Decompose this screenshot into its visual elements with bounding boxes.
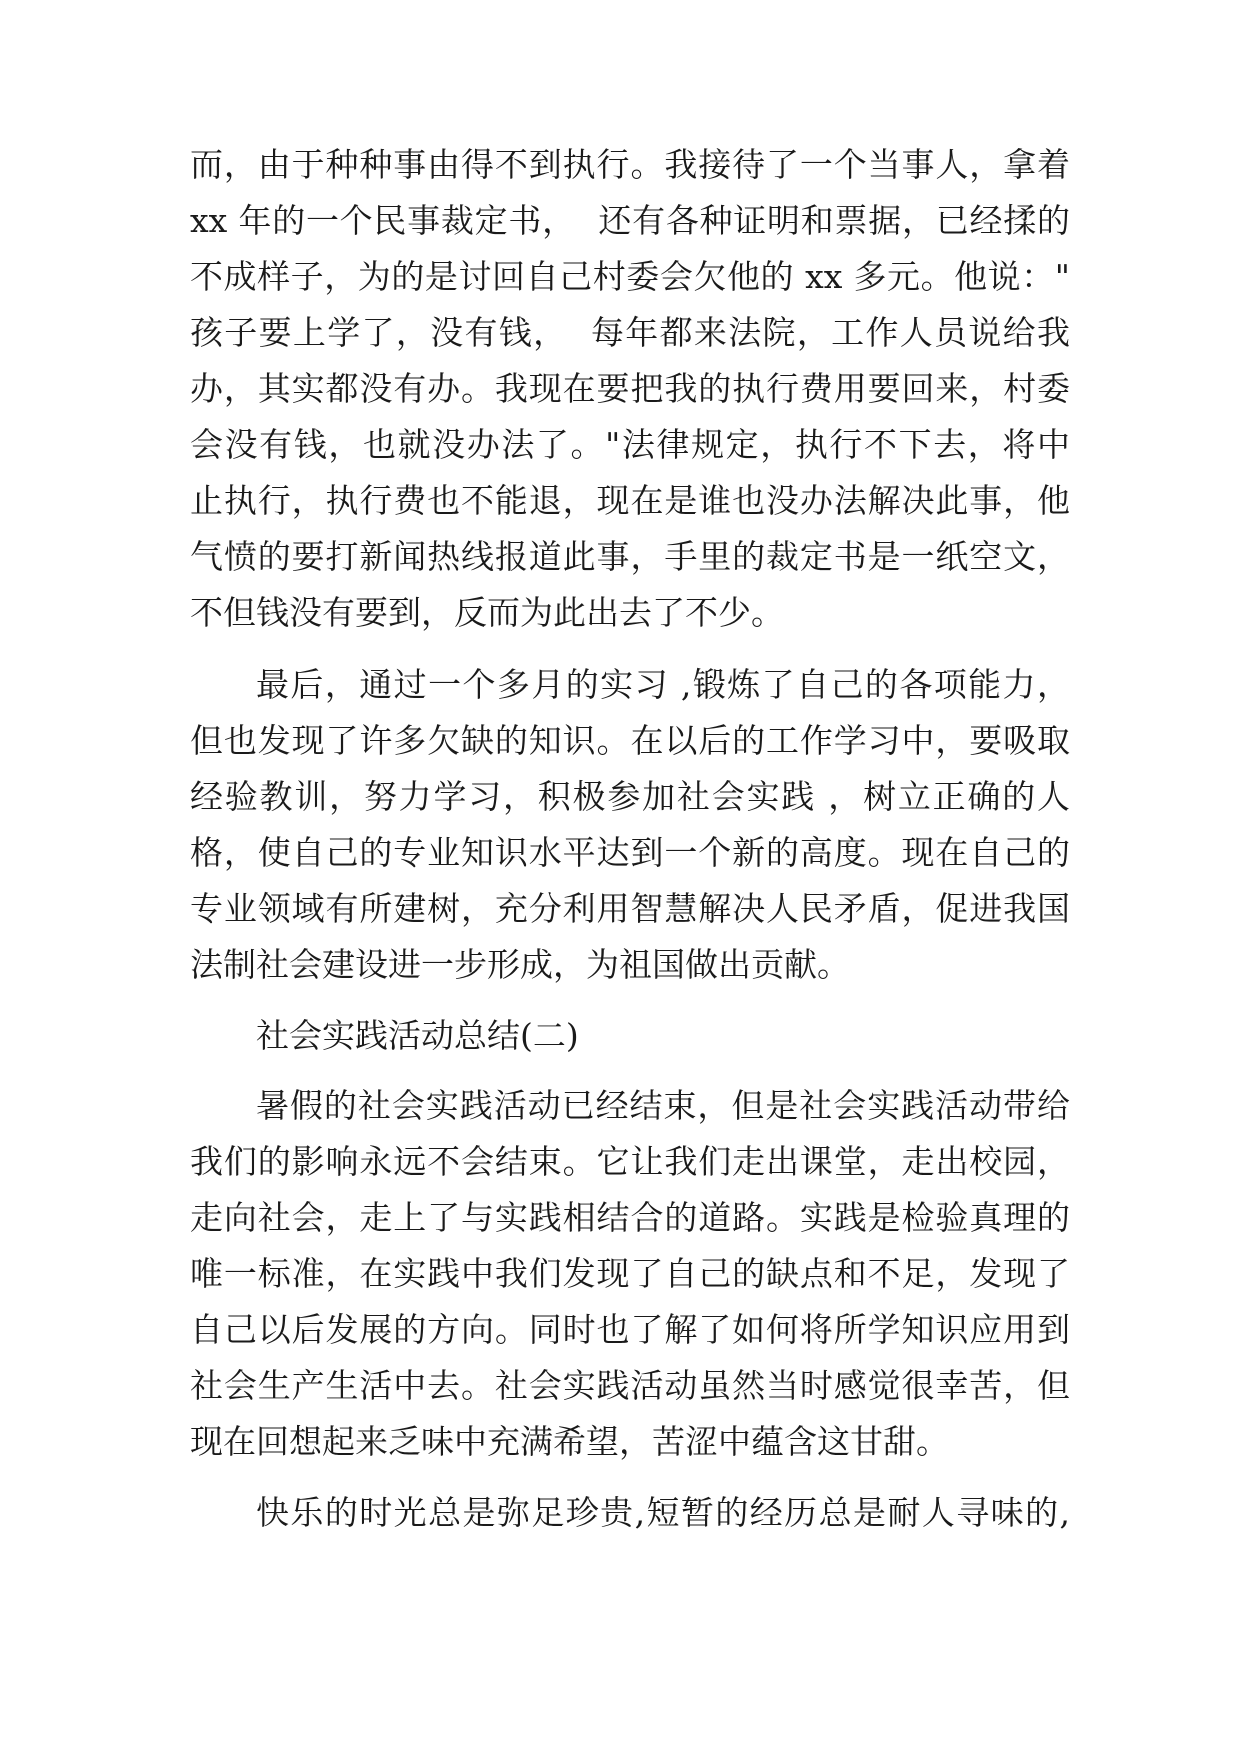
- paragraph-1-line-8: 气愤的要打新闻热线报道此事，手里的裁定书是一纸空文，: [190, 537, 1070, 576]
- paragraph-3-line-7: 现在回想起来乏味中充满希望，苦涩中蕴含这甘甜。: [190, 1422, 949, 1461]
- paragraph-2-line-5: 专业领域有所建树，充分利用智慧解决人民矛盾，促进我国: [190, 889, 1070, 928]
- paragraph-3-line-2: 我们的影响永远不会结束。它让我们走出课堂，走出校园，: [190, 1142, 1070, 1181]
- paragraph-1-line-2: xx 年的一个民事裁定书， 还有各种证明和票据，已经揉的: [190, 201, 1070, 240]
- paragraph-1-line-6: 会没有钱，也就没办法了。"法律规定，执行不下去，将中: [190, 425, 1070, 464]
- paragraph-3-line-1: 暑假的社会实践活动已经结束，但是社会实践活动带给: [256, 1086, 1070, 1125]
- paragraph-1-line-9: 不但钱没有要到，反而为此出去了不少。: [190, 593, 784, 632]
- paragraph-1-line-7: 止执行，执行费也不能退，现在是谁也没办法解决此事，他: [190, 481, 1070, 520]
- paragraph-1-line-4: 孩子要上学了，没有钱， 每年都来法院，工作人员说给我: [190, 313, 1070, 352]
- paragraph-2-line-3: 经验教训，努力学习，积极参加社会实践 ，树立正确的人: [190, 777, 1070, 816]
- paragraph-2-line-4: 格，使自己的专业知识水平达到一个新的高度。现在自己的: [190, 833, 1070, 872]
- paragraph-2-line-6: 法制社会建设进一步形成，为祖国做出贡献。: [190, 945, 850, 984]
- paragraph-2-line-1: 最后，通过一个多月的实习 ,锻炼了自己的各项能力，: [256, 665, 1070, 704]
- paragraph-3-line-6: 社会生产生活中去。社会实践活动虽然当时感觉很幸苦，但: [190, 1366, 1070, 1405]
- paragraph-3-line-4: 唯一标准，在实践中我们发现了自己的缺点和不足，发现了: [190, 1254, 1070, 1293]
- section-heading: 社会实践活动总结(二): [256, 1016, 579, 1055]
- paragraph-4-line-1: 快乐的时光总是弥足珍贵,短暂的经历总是耐人寻味的,: [256, 1493, 1070, 1532]
- paragraph-3-line-3: 走向社会，走上了与实践相结合的道路。实践是检验真理的: [190, 1198, 1070, 1237]
- paragraph-3-line-5: 自己以后发展的方向。同时也了解了如何将所学知识应用到: [190, 1310, 1070, 1349]
- paragraph-1-line-5: 办，其实都没有办。我现在要把我的执行费用要回来，村委: [190, 369, 1070, 408]
- paragraph-1-line-3: 不成样子，为的是讨回自己村委会欠他的 xx 多元。他说：": [190, 257, 1070, 296]
- paragraph-2-line-2: 但也发现了许多欠缺的知识。在以后的工作学习中，要吸取: [190, 721, 1070, 760]
- paragraph-1-line-1: 而，由于种种事由得不到执行。我接待了一个当事人，拿着: [190, 145, 1070, 184]
